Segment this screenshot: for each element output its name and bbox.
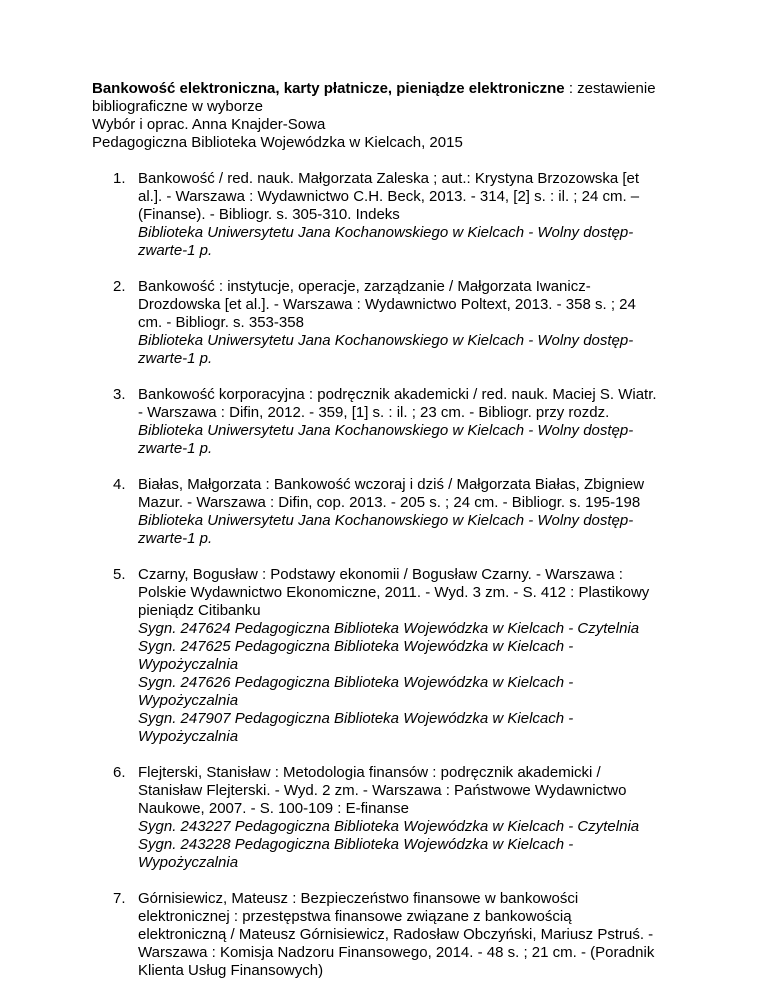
entry-citation-line: Bankowość / red. nauk. Małgorzata Zaleska ; aut.: Krystyna Brzozowska [et <box>138 170 640 187</box>
entry-citation-line: Bankowość : instytucje, operacje, zarządzanie / Małgorzata Iwanicz- <box>138 278 591 295</box>
entry-location-line: Biblioteka Uniwersytetu Jana Kochanowskiego w Kielcach - Wolny dostęp- <box>138 224 634 241</box>
entry-location-line: Biblioteka Uniwersytetu Jana Kochanowskiego w Kielcach - Wolny dostęp- <box>138 422 634 439</box>
header-title-line <box>92 80 692 98</box>
entry-citation-line: pieniądz Citibanku <box>138 602 261 619</box>
list-item <box>92 764 692 872</box>
list-item <box>92 476 692 548</box>
header-title-bold: Bankowość elektroniczna, karty płatnicze, pieniądze elektroniczne <box>92 80 565 97</box>
entry-citation-line: Naukowe, 2007. - S. 100-109 : E-finanse <box>138 800 409 817</box>
header-subtitle: bibliograficzne w wyborze <box>92 98 263 115</box>
entry-location-line: Sygn. 247625 Pedagogiczna Biblioteka Wojewódzka w Kielcach - <box>138 638 574 655</box>
entry-location-line: zwarte-1 p. <box>138 440 213 457</box>
list-item <box>92 278 692 368</box>
entry-location-line: Sygn. 243227 Pedagogiczna Biblioteka Wojewódzka w Kielcach - Czytelnia <box>138 818 640 835</box>
entry-citation-line: Czarny, Bogusław : Podstawy ekonomii / Bogusław Czarny. - Warszawa : <box>138 566 623 583</box>
entry-location-line: Sygn. 247624 Pedagogiczna Biblioteka Wojewódzka w Kielcach - Czytelnia <box>138 620 640 637</box>
entry-location-line: Sygn. 243228 Pedagogiczna Biblioteka Wojewódzka w Kielcach - <box>138 836 574 853</box>
list-item <box>92 890 692 980</box>
entry-number: 3. <box>113 386 126 403</box>
document-header <box>92 80 692 152</box>
entry-number: 1. <box>113 170 126 187</box>
entry-citation-line: Warszawa : Komisja Nadzoru Finansowego, 2014. - 48 s. ; 21 cm. - (Poradnik <box>138 944 655 961</box>
entry-citation-line: Białas, Małgorzata : Bankowość wczoraj i dziś / Małgorzata Białas, Zbigniew <box>138 476 645 493</box>
entry-location-line: Wypożyczalnia <box>138 854 239 871</box>
list-item <box>92 566 692 746</box>
entry-location-line: Biblioteka Uniwersytetu Jana Kochanowskiego w Kielcach - Wolny dostęp- <box>138 512 634 529</box>
entry-location-line: zwarte-1 p. <box>138 242 213 259</box>
entry-number: 7. <box>113 890 126 907</box>
entry-citation-line: Mazur. - Warszawa : Difin, cop. 2013. - 205 s. ; 24 cm. - Bibliogr. s. 195-198 <box>138 494 641 511</box>
entry-number: 2. <box>113 278 126 295</box>
entry-citation-line: al.]. - Warszawa : Wydawnictwo C.H. Beck, 2013. - 314, [2] s. : il. ; 24 cm. – <box>138 188 640 205</box>
list-item <box>92 170 692 260</box>
entry-citation-line: elektronicznej : przestępstwa finansowe związane z bankowością <box>138 908 572 925</box>
entry-citation-line: elektroniczną / Mateusz Górnisiewicz, Radosław Obczyński, Mariusz Pstruś. - <box>138 926 654 943</box>
entry-location-line: Sygn. 247907 Pedagogiczna Biblioteka Wojewódzka w Kielcach - <box>138 710 574 727</box>
entry-citation-line: Klienta Usług Finansowych) <box>138 962 324 979</box>
entry-location-line: Wypożyczalnia <box>138 656 239 673</box>
entry-citation-line: Stanisław Flejterski. - Wyd. 2 zm. - Warszawa : Państwowe Wydawnictwo <box>138 782 627 799</box>
entry-location-line: Biblioteka Uniwersytetu Jana Kochanowskiego w Kielcach - Wolny dostęp- <box>138 332 634 349</box>
list-item <box>92 386 692 458</box>
entry-number: 6. <box>113 764 126 781</box>
entry-citation-line: Polskie Wydawnictwo Ekonomiczne, 2011. - Wyd. 3 zm. - S. 412 : Plastikowy <box>138 584 650 601</box>
entry-citation-line: cm. - Bibliogr. s. 353-358 <box>138 314 304 331</box>
entry-citation-line: - Warszawa : Difin, 2012. - 359, [1] s. : il. ; 23 cm. - Bibliogr. przy rozdz. <box>138 404 610 421</box>
entry-citation-line: Bankowość korporacyjna : podręcznik akademicki / red. nauk. Maciej S. Wiatr. <box>138 386 657 403</box>
entry-location-line: Wypożyczalnia <box>138 728 239 745</box>
bibliography-list <box>92 170 692 980</box>
header-title-rest: : zestawienie <box>564 80 656 97</box>
document-page <box>92 80 692 998</box>
entry-number: 5. <box>113 566 126 583</box>
entry-location-line: Wypożyczalnia <box>138 692 239 709</box>
entry-location-line: Sygn. 247626 Pedagogiczna Biblioteka Wojewódzka w Kielcach - <box>138 674 574 691</box>
header-compiler: Wybór i oprac. Anna Knajder-Sowa <box>92 116 326 133</box>
entry-citation-line: Drozdowska [et al.]. - Warszawa : Wydawnictwo Poltext, 2013. - 358 s. ; 24 <box>138 296 636 313</box>
header-publisher: Pedagogiczna Biblioteka Wojewódzka w Kielcach, 2015 <box>92 134 463 151</box>
entry-citation-line: Flejterski, Stanisław : Metodologia finansów : podręcznik akademicki / <box>138 764 601 781</box>
entry-number: 4. <box>113 476 126 493</box>
entry-citation-line: Górnisiewicz, Mateusz : Bezpieczeństwo finansowe w bankowości <box>138 890 579 907</box>
entry-location-line: zwarte-1 p. <box>138 530 213 547</box>
entry-citation-line: (Finanse). - Bibliogr. s. 305-310. Indeks <box>138 206 400 223</box>
entry-location-line: zwarte-1 p. <box>138 350 213 367</box>
